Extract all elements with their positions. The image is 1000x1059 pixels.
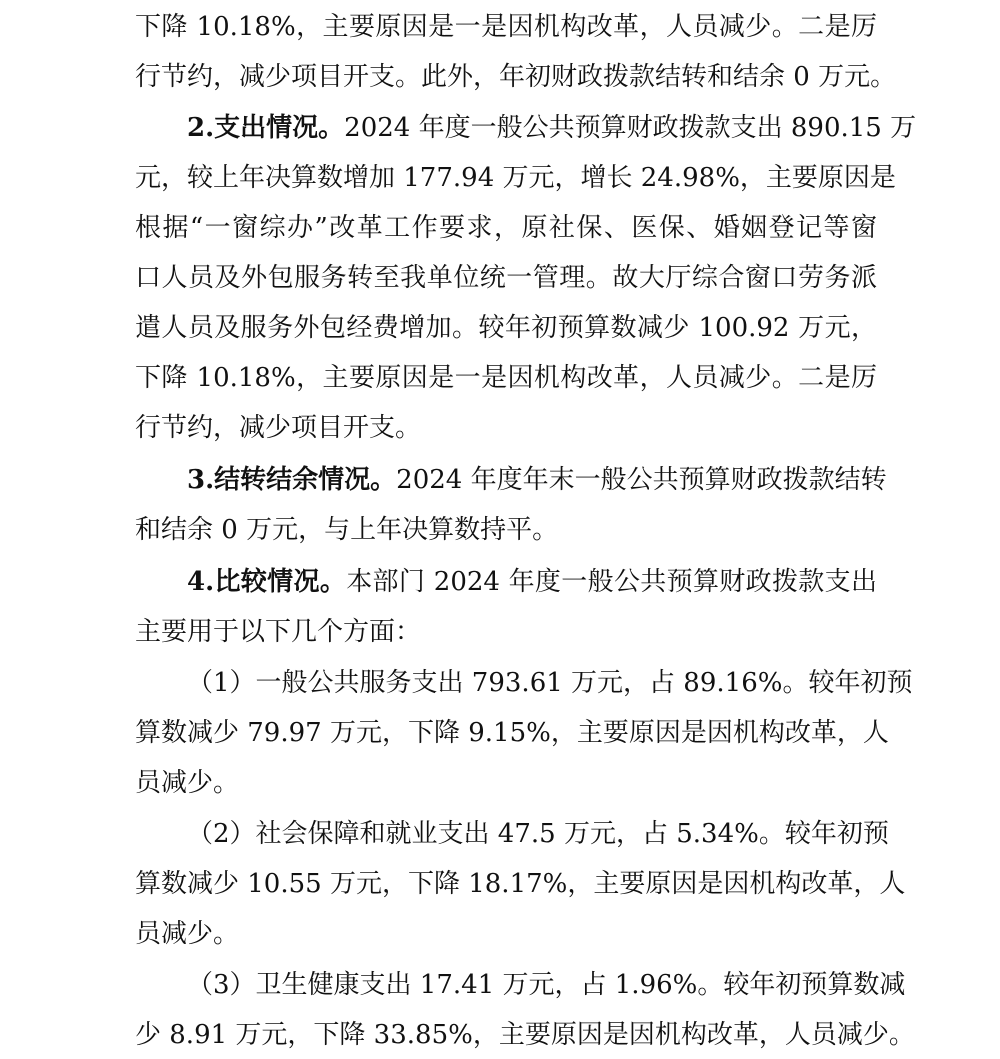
text-line: 算数减少 79.97 万元，下降 9.15%，主要原因是因机构改革，人 xyxy=(135,718,889,748)
text-line: 下降 10.18%，主要原因是一是因机构改革，人员减少。二是厉 xyxy=(135,12,877,42)
paragraph-carryover-first-line xyxy=(187,463,887,497)
text-line: 行节约，减少项目开支。 xyxy=(135,413,422,443)
section-heading-comparison: 4.比较情况。 xyxy=(187,567,347,597)
text-line: （2）社会保障和就业支出 47.5 万元，占 5.34%。较年初预 xyxy=(187,819,889,849)
text-line: 行节约，减少项目开支。此外，年初财政拨款结转和结余 0 万元。 xyxy=(135,62,897,92)
text-line: 和结余 0 万元，与上年决算数持平。 xyxy=(135,515,559,545)
section-heading-expenditure: 2.支出情况。 xyxy=(187,113,345,143)
text-line: 口人员及外包服务转至我单位统一管理。故大厅综合窗口劳务派 xyxy=(135,263,877,293)
text-line: 少 8.91 万元，下降 33.85%，主要原因是因机构改革，人员减少。 xyxy=(135,1020,915,1050)
text-line: （1）一般公共服务支出 793.61 万元，占 89.16%。较年初预 xyxy=(187,668,913,698)
paragraph-comparison-first-line xyxy=(187,565,877,599)
text-line: 主要用于以下几个方面： xyxy=(135,617,422,647)
text-line: 算数减少 10.55 万元，下降 18.17%，主要原因是因机构改革，人 xyxy=(135,869,906,899)
text-line: 下降 10.18%，主要原因是一是因机构改革，人员减少。二是厉 xyxy=(135,363,877,393)
text-line: 根据“一窗综办”改革工作要求，原社保、医保、婚姻登记等窗 xyxy=(135,213,877,243)
section-heading-carryover: 3.结转结余情况。 xyxy=(187,465,397,495)
text-line: （3）卫生健康支出 17.41 万元，占 1.96%。较年初预算数减 xyxy=(187,970,906,1000)
text-line: 遣人员及服务外包经费增加。较年初预算数减少 100.92 万元， xyxy=(135,313,877,343)
text-line: 元，较上年决算数增加 177.94 万元，增长 24.98%，主要原因是 xyxy=(135,163,896,193)
paragraph-expenditure-first-line xyxy=(187,111,917,145)
text-run: 2024 年度年末一般公共预算财政拨款结转 xyxy=(396,465,887,495)
text-run: 2024 年度一般公共预算财政拨款支出 890.15 万 xyxy=(344,113,917,143)
text-run: 本部门 2024 年度一般公共预算财政拨款支出 xyxy=(346,567,877,597)
text-line: 员减少。 xyxy=(135,919,240,949)
text-line: 员减少。 xyxy=(135,768,240,798)
